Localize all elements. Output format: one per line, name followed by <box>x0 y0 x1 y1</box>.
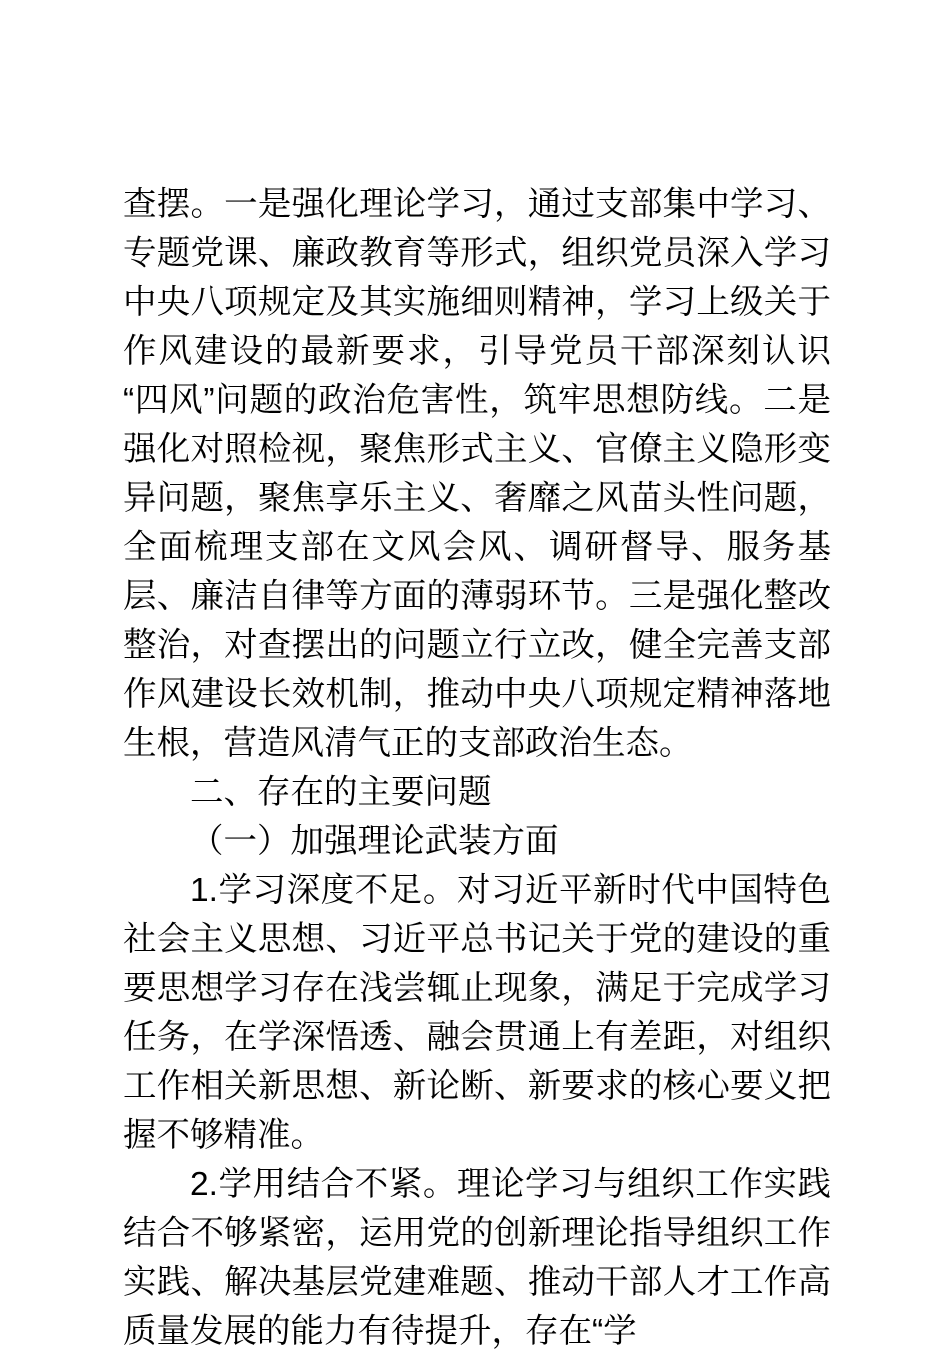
heading-subsection-one: （一）加强理论武装方面 <box>190 823 559 860</box>
heading-section-two: 二、存在的主要问题 <box>190 774 492 811</box>
paragraph-continued-measures: 查摆。一是强化理论学习，通过支部集中学习、专题党课、廉政教育等形式，组织党员深入学习中央八项规定及其实施细则精神，学习上级关于作风建设的最新要求，引导党员干部深刻认识“四风”问题的政治危害性，筑牢思想防线。二是强化对照检视，聚焦形式主义、官僚主义隐形变异问题，聚焦享乐主义、奢靡之风苗头性问题，全面梳理支部在文风会风、调研督导、服务基层、廉洁自律等方面的薄弱环节。三是强化整改整治，对查摆出的问题立行立改，健全完善支部作风建设长效机制，推动中央八项规定精神落地生根，营造风清气正的支部政治生态。 <box>123 186 831 762</box>
paragraph-item-1: 1.学习深度不足。对习近平新时代中国特色社会主义思想、习近平总书记关于党的建设的重要思想学习存在浅尝辄止现象，满足于完成学习任务，在学深悟透、融会贯通上有差距，对组织工作相关新思想、新论断、新要求的核心要义把握不够精准。 <box>123 872 831 1154</box>
paragraph-item-2: 2.学用结合不紧。理论学习与组织工作实践结合不够紧密，运用党的创新理论指导组织工作实践、解决基层党建难题、推动干部人才工作高质量发展的能力有待提升，存在“学 <box>123 1166 831 1350</box>
document-body <box>123 180 831 1356</box>
